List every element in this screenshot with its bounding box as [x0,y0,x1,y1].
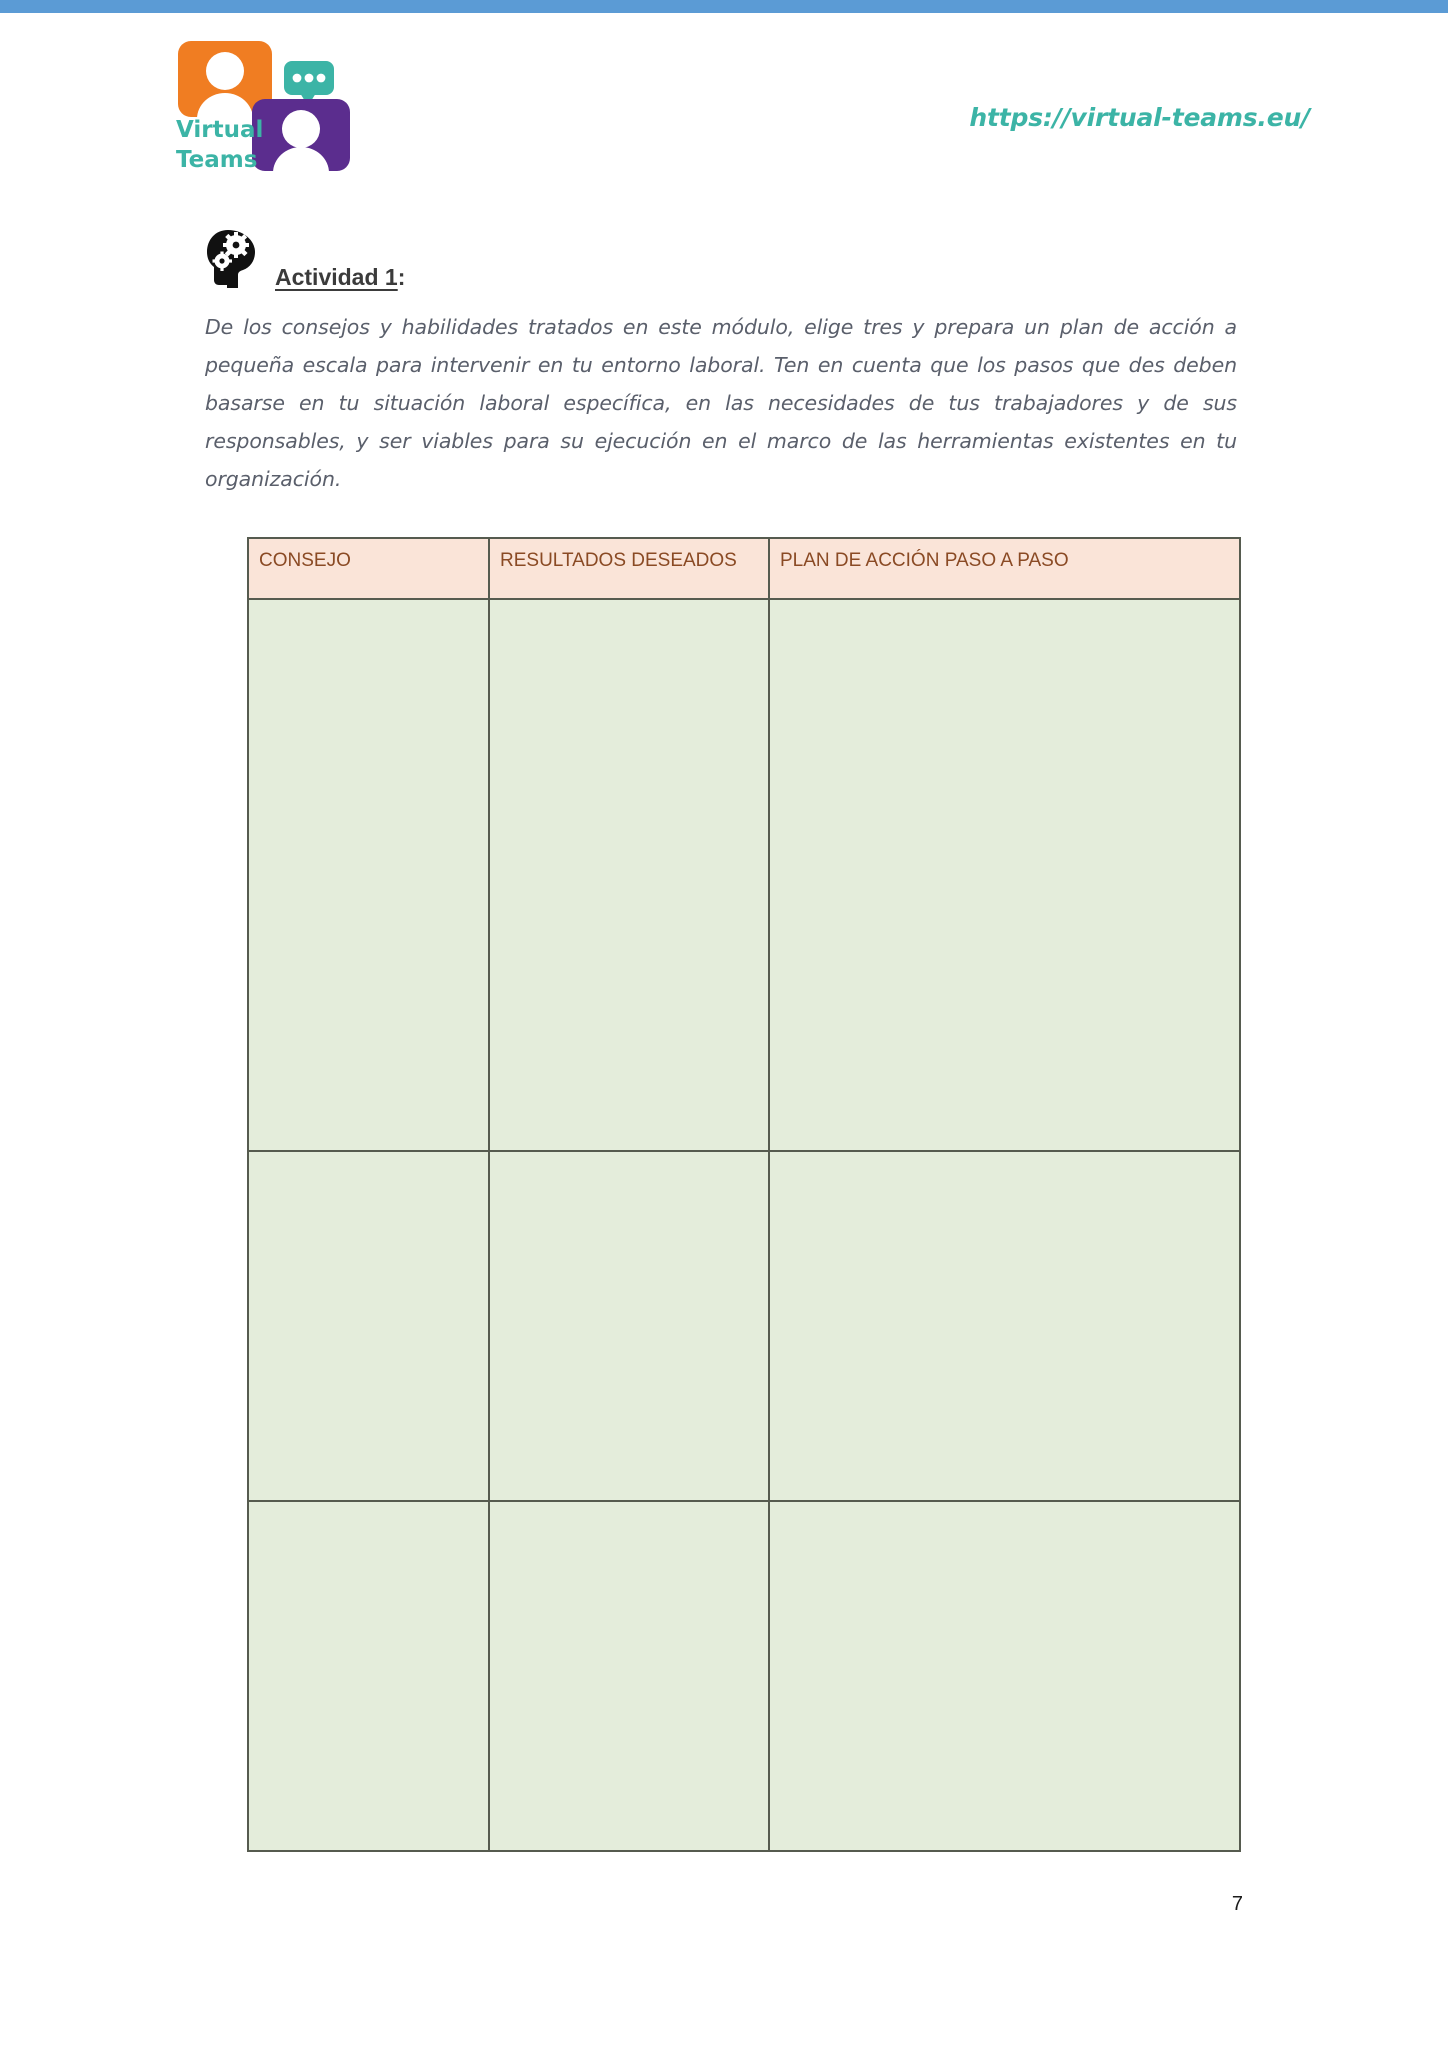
site-url-link[interactable]: https://virtual-teams.eu/ [969,103,1310,132]
activity-section [205,228,1245,491]
table-header-row [248,538,1240,599]
top-accent-bar [0,0,1448,13]
cell-resultados-1[interactable] [489,599,769,1151]
column-header-consejo: CONSEJO [248,538,489,599]
cell-resultados-3[interactable] [489,1501,769,1851]
cell-resultados-2[interactable] [489,1151,769,1501]
activity-title [275,264,405,291]
page-number: 7 [1231,1893,1243,1915]
activity-instructions: De los consejos y habilidades tratados en este módulo, elige tres y prepara un plan de acción a pequeña escala para intervenir en tu entorno laboral. Ten en cuenta que los pasos que des deben basarse en tu situación laboral específica, en las necesidades de tus trabajadores y de sus responsables, y ser viables para su ejecución en el marco de las herramientas existentes en tu organización. [205,315,1237,491]
activity-title-colon: : [397,264,406,290]
cell-plan-2[interactable] [769,1151,1240,1501]
cell-plan-1[interactable] [769,599,1240,1151]
logo-purple-card [252,99,350,173]
cell-consejo-3[interactable] [248,1501,489,1851]
virtual-teams-logo [172,33,362,173]
cell-consejo-1[interactable] [248,599,489,1151]
logo-wordmark-line1: Virtual [176,117,264,143]
table-row [248,1501,1240,1851]
table-row [248,1151,1240,1501]
activity-title-text: Actividad 1 [275,264,398,290]
column-header-plan-de-accion: PLAN DE ACCIÓN PASO A PASO [769,538,1240,599]
page-header [0,33,1448,173]
cell-plan-3[interactable] [769,1501,1240,1851]
action-plan-table [247,537,1241,1852]
head-with-gears-icon [205,228,261,290]
column-header-resultados-deseados: RESULTADOS DESEADOS [489,538,769,599]
cell-consejo-2[interactable] [248,1151,489,1501]
logo-wordmark-line2: Teams [176,147,258,173]
activity-heading-row [205,228,1245,300]
table-row [248,599,1240,1151]
